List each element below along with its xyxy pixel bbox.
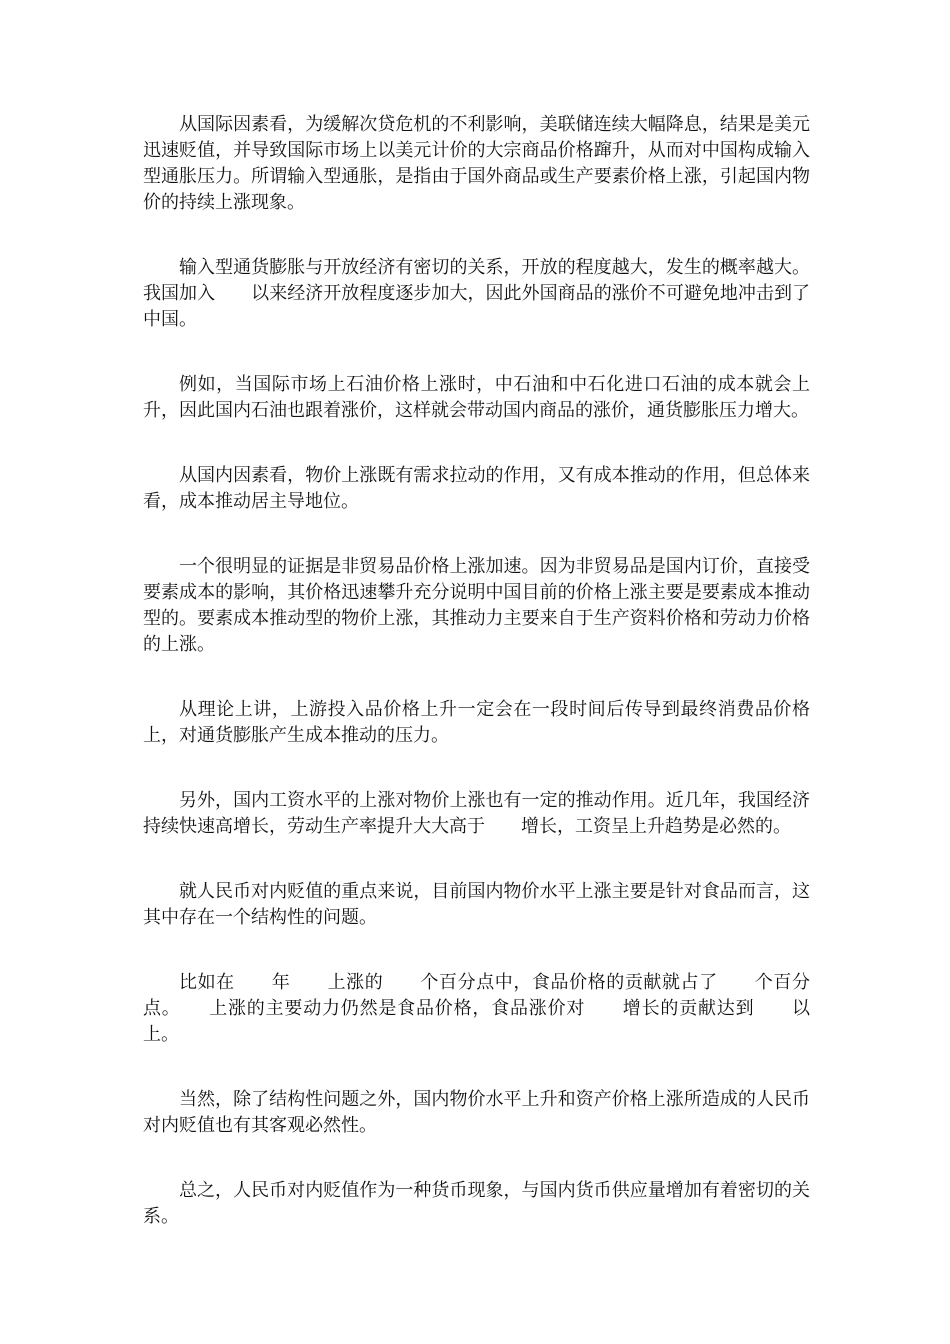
paragraph-oil-example: 例如，当国际市场上石油价格上涨时，中石油和中石化进口石油的成本就会上升，因此国内石油也跟着涨价，这样就会带动国内商品的涨价，通货膨胀压力增大。: [143, 374, 810, 421]
paragraph-domestic-factors: 从国内因素看，物价上涨既有需求拉动的作用，又有成本推动的作用，但总体来看，成本推动居主导地位。: [143, 465, 810, 512]
paragraph-wages: 另外，国内工资水平的上涨对物价上涨也有一定的推动作用。近几年，我国经济持续快速高增长，劳动生产率提升大大高于 增长，工资呈上升趋势是必然的。: [143, 790, 810, 837]
paragraph-theory: 从理论上讲，上游投入品价格上升一定会在一段时间后传导到最终消费品价格上，对通货膨胀产生成本推动的压力。: [143, 699, 810, 746]
paragraph-international-factors: 从国际因素看，为缓解次贷危机的不利影响，美联储连续大幅降息，结果是美元迅速贬值，并导致国际市场上以美元计价的大宗商品价格蹿升，从而对中国构成输入型通胀压力。所谓输入型通胀，是指由于国外商品或生产要素价格上涨，引起国内物价的持续上涨现象。: [143, 114, 810, 213]
paragraph-food-prices: 比如在 年 上涨的 个百分点中，食品价格的贡献就占了 个百分点。 上涨的主要动力仍然是食品价格，食品涨价对 增长的贡献达到 以上。: [143, 972, 810, 1045]
paragraph-conclusion: 总之，人民币对内贬值作为一种货币现象，与国内货币供应量增加有着密切的关系。: [143, 1180, 810, 1227]
paragraph-non-tradable-evidence: 一个很明显的证据是非贸易品价格上涨加速。因为非贸易品是国内订价，直接受要素成本的影响，其价格迅速攀升充分说明中国目前的价格上涨主要是要素成本推动型的。要素成本推动型的物价上涨，其推动力主要来自于生产资料价格和劳动力价格的上涨。: [143, 556, 810, 655]
paragraph-imported-inflation: 输入型通货膨胀与开放经济有密切的关系，开放的程度越大，发生的概率越大。我国加入 以来经济开放程度逐步加大，因此外国商品的涨价不可避免地冲击到了中国。: [143, 257, 810, 330]
paragraph-rmb-devaluation: 就人民币对内贬值的重点来说，目前国内物价水平上涨主要是针对食品而言，这其中存在一个结构性的问题。: [143, 881, 810, 928]
document-body: [143, 112, 810, 1269]
paragraph-structural-issue: 当然，除了结构性问题之外，国内物价水平上升和资产价格上涨所造成的人民币对内贬值也有其客观必然性。: [143, 1089, 810, 1136]
